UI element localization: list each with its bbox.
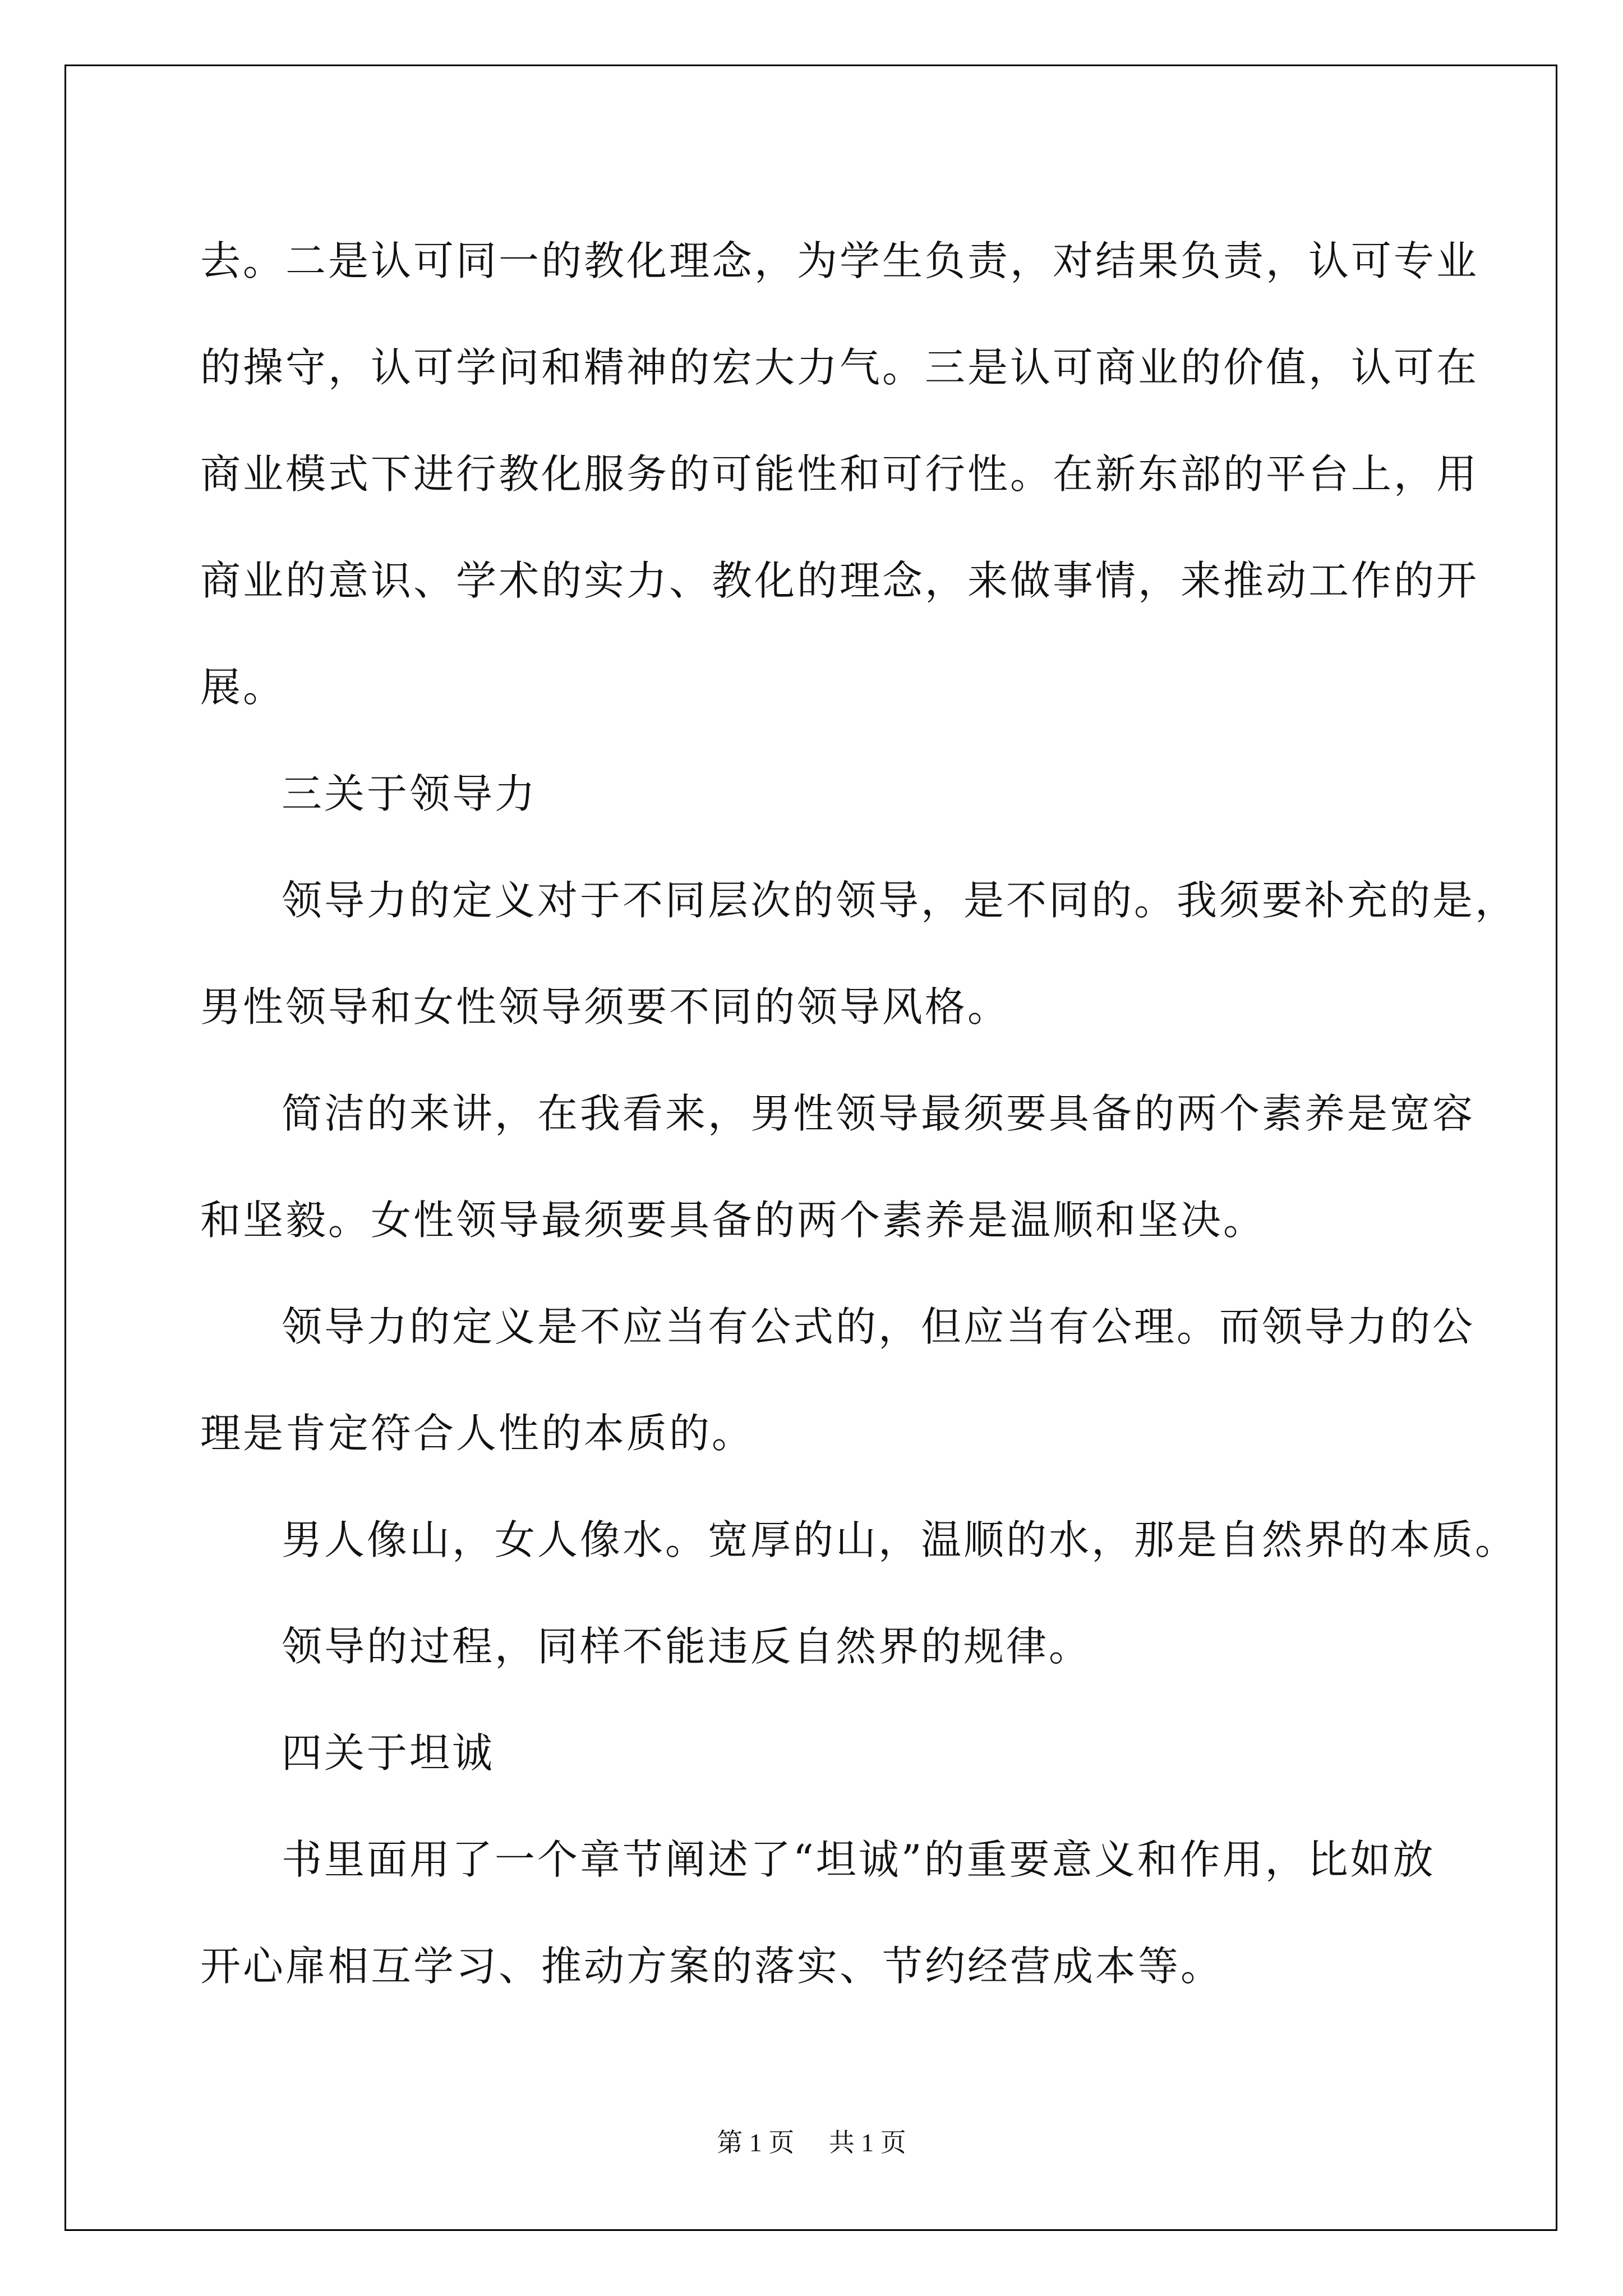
text-line: 男人像山，女人像水。宽厚的山，温顺的水，那是自然界的本质。 <box>282 1516 1518 1563</box>
text-line: 简洁的来讲，在我看来，男性领导最须要具备的两个素养是宽容 <box>282 1090 1476 1137</box>
page-total: 共 1 页 <box>828 2128 906 2157</box>
text-line: 展。 <box>200 664 286 711</box>
text-line: 领导力的定义对于不同层次的领导，是不同的。我须要补充的是， <box>282 877 1518 924</box>
section-heading: 四关于坦诚 <box>282 1729 495 1777</box>
page-footer <box>0 2126 1623 2160</box>
section-heading: 三关于领导力 <box>282 770 538 817</box>
text-line: 开心扉相互学习、推动方案的落实、节约经营成本等。 <box>200 1943 1224 1990</box>
text-line: 领导的过程，同样不能违反自然界的规律。 <box>282 1623 1092 1670</box>
text-line: 理是肯定符合人性的本质的。 <box>200 1410 755 1457</box>
text-line: 领导力的定义是不应当有公式的，但应当有公理。而领导力的公 <box>282 1303 1476 1350</box>
text-line: 去。二是认可同一的教化理念，为学生负责，对结果负责，认可专业 <box>200 237 1479 284</box>
document-body <box>200 208 1518 2019</box>
text-line: 商业模式下进行教化服务的可能性和可行性。在新东部的平台上，用 <box>200 450 1479 498</box>
page-number: 第 1 页 <box>717 2128 795 2157</box>
text-line: 和坚毅。女性领导最须要具备的两个素养是温顺和坚决。 <box>200 1197 1266 1244</box>
text-line: 书里面用了一个章节阐述了“坦诚”的重要意义和作用，比如放 <box>282 1836 1436 1883</box>
text-line: 商业的意识、学术的实力、教化的理念，来做事情，来推动工作的开 <box>200 557 1479 604</box>
text-line: 男性领导和女性领导须要不同的领导风格。 <box>200 983 1011 1030</box>
text-line: 的操守，认可学问和精神的宏大力气。三是认可商业的价值，认可在 <box>200 344 1479 391</box>
